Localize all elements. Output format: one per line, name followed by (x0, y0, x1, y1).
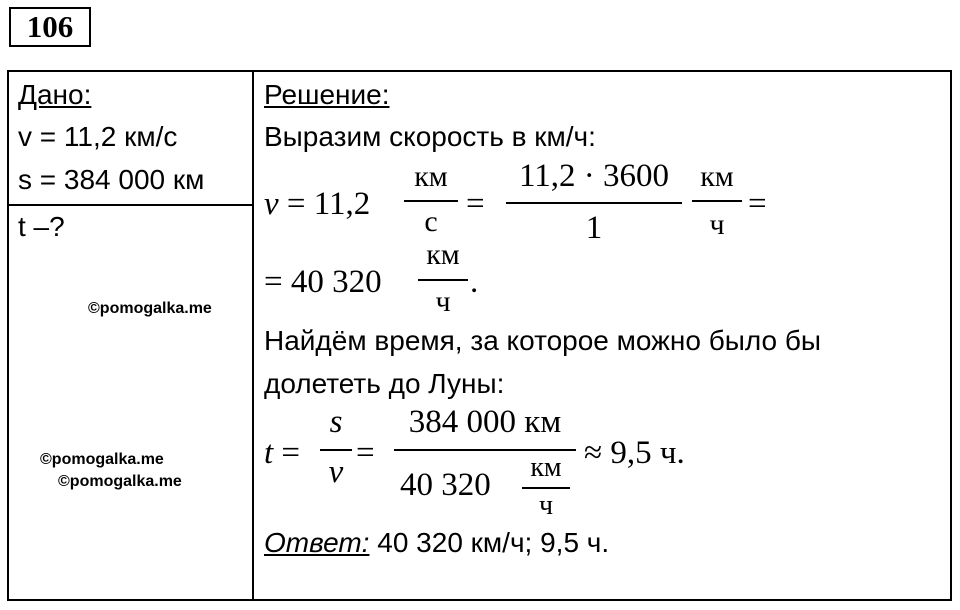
given-distance: s = 384 000 км (18, 164, 205, 195)
watermark: ©pomogalka.me (58, 473, 182, 490)
eq3-den-value: 40 320 (400, 467, 491, 503)
eq3-v: v (328, 454, 344, 490)
given-divider (7, 204, 254, 206)
eq2-equals: = (264, 264, 283, 300)
eq3-den-unit-num: км (530, 452, 562, 483)
watermark: ©pomogalka.me (88, 300, 212, 317)
eq3-numerator: 384 000 км (408, 404, 562, 440)
eq1-unit2-den: ч (709, 208, 725, 241)
solution-step2-line1: Найдём время, за которое можно было бы (264, 325, 822, 356)
eq3-main-bar (394, 449, 576, 451)
eq2-value: 40 320 (290, 264, 382, 300)
eq1-unit2-num: км (700, 160, 734, 193)
eq1-frac-bar (506, 202, 682, 204)
eq1-lhs (264, 185, 370, 223)
eq2-unit-den: ч (435, 285, 451, 318)
eq1-equals: = (286, 186, 306, 222)
eq1-frac-num: 11,2 · 3600 (518, 158, 669, 194)
given-heading: Дано: (18, 79, 92, 110)
solution-step2-line2: долететь до Луны: (264, 368, 505, 399)
column-divider (252, 70, 254, 601)
solution-heading: Решение: (264, 79, 390, 110)
solution-step1: Выразим скорость в км/ч: (264, 121, 596, 152)
eq3-s: s (329, 404, 343, 440)
eq3-sv-bar (320, 449, 352, 451)
eq3-result: ≈ 9,5 ч. (584, 435, 685, 471)
eq2-lhs (264, 263, 382, 301)
eq1-equals3: = (748, 186, 767, 222)
eq3-equals: = (281, 435, 301, 471)
eq2-unit-num: км (426, 238, 460, 271)
eq3-den-unit-bar (522, 487, 570, 489)
eq1-var: v (264, 186, 279, 222)
eq1-equals2: = (466, 186, 485, 222)
answer-label: Ответ: (264, 527, 370, 558)
problem-number: 106 (9, 7, 91, 47)
eq3-lhs (264, 434, 300, 472)
watermark: ©pomogalka.me (40, 451, 164, 468)
eq3-var: t (264, 435, 274, 471)
answer-line (264, 526, 609, 560)
answer-text: 40 320 км/ч; 9,5 ч. (369, 527, 610, 558)
eq3-den-unit-den: ч (538, 490, 554, 521)
given-velocity: v = 11,2 км/с (18, 121, 178, 152)
eq2-period: . (470, 264, 479, 300)
eq1-unit-num: км (414, 160, 448, 193)
eq1-frac-den: 1 (585, 210, 603, 246)
eq2-unit-bar (418, 279, 468, 281)
eq1-value: 11,2 (313, 186, 371, 222)
eq3-equals2: = (356, 435, 375, 471)
eq1-unit-den: с (424, 205, 438, 238)
find-time: t –? (18, 211, 65, 242)
eq1-unit-bar (404, 200, 458, 202)
eq1-unit2-bar (692, 200, 742, 202)
